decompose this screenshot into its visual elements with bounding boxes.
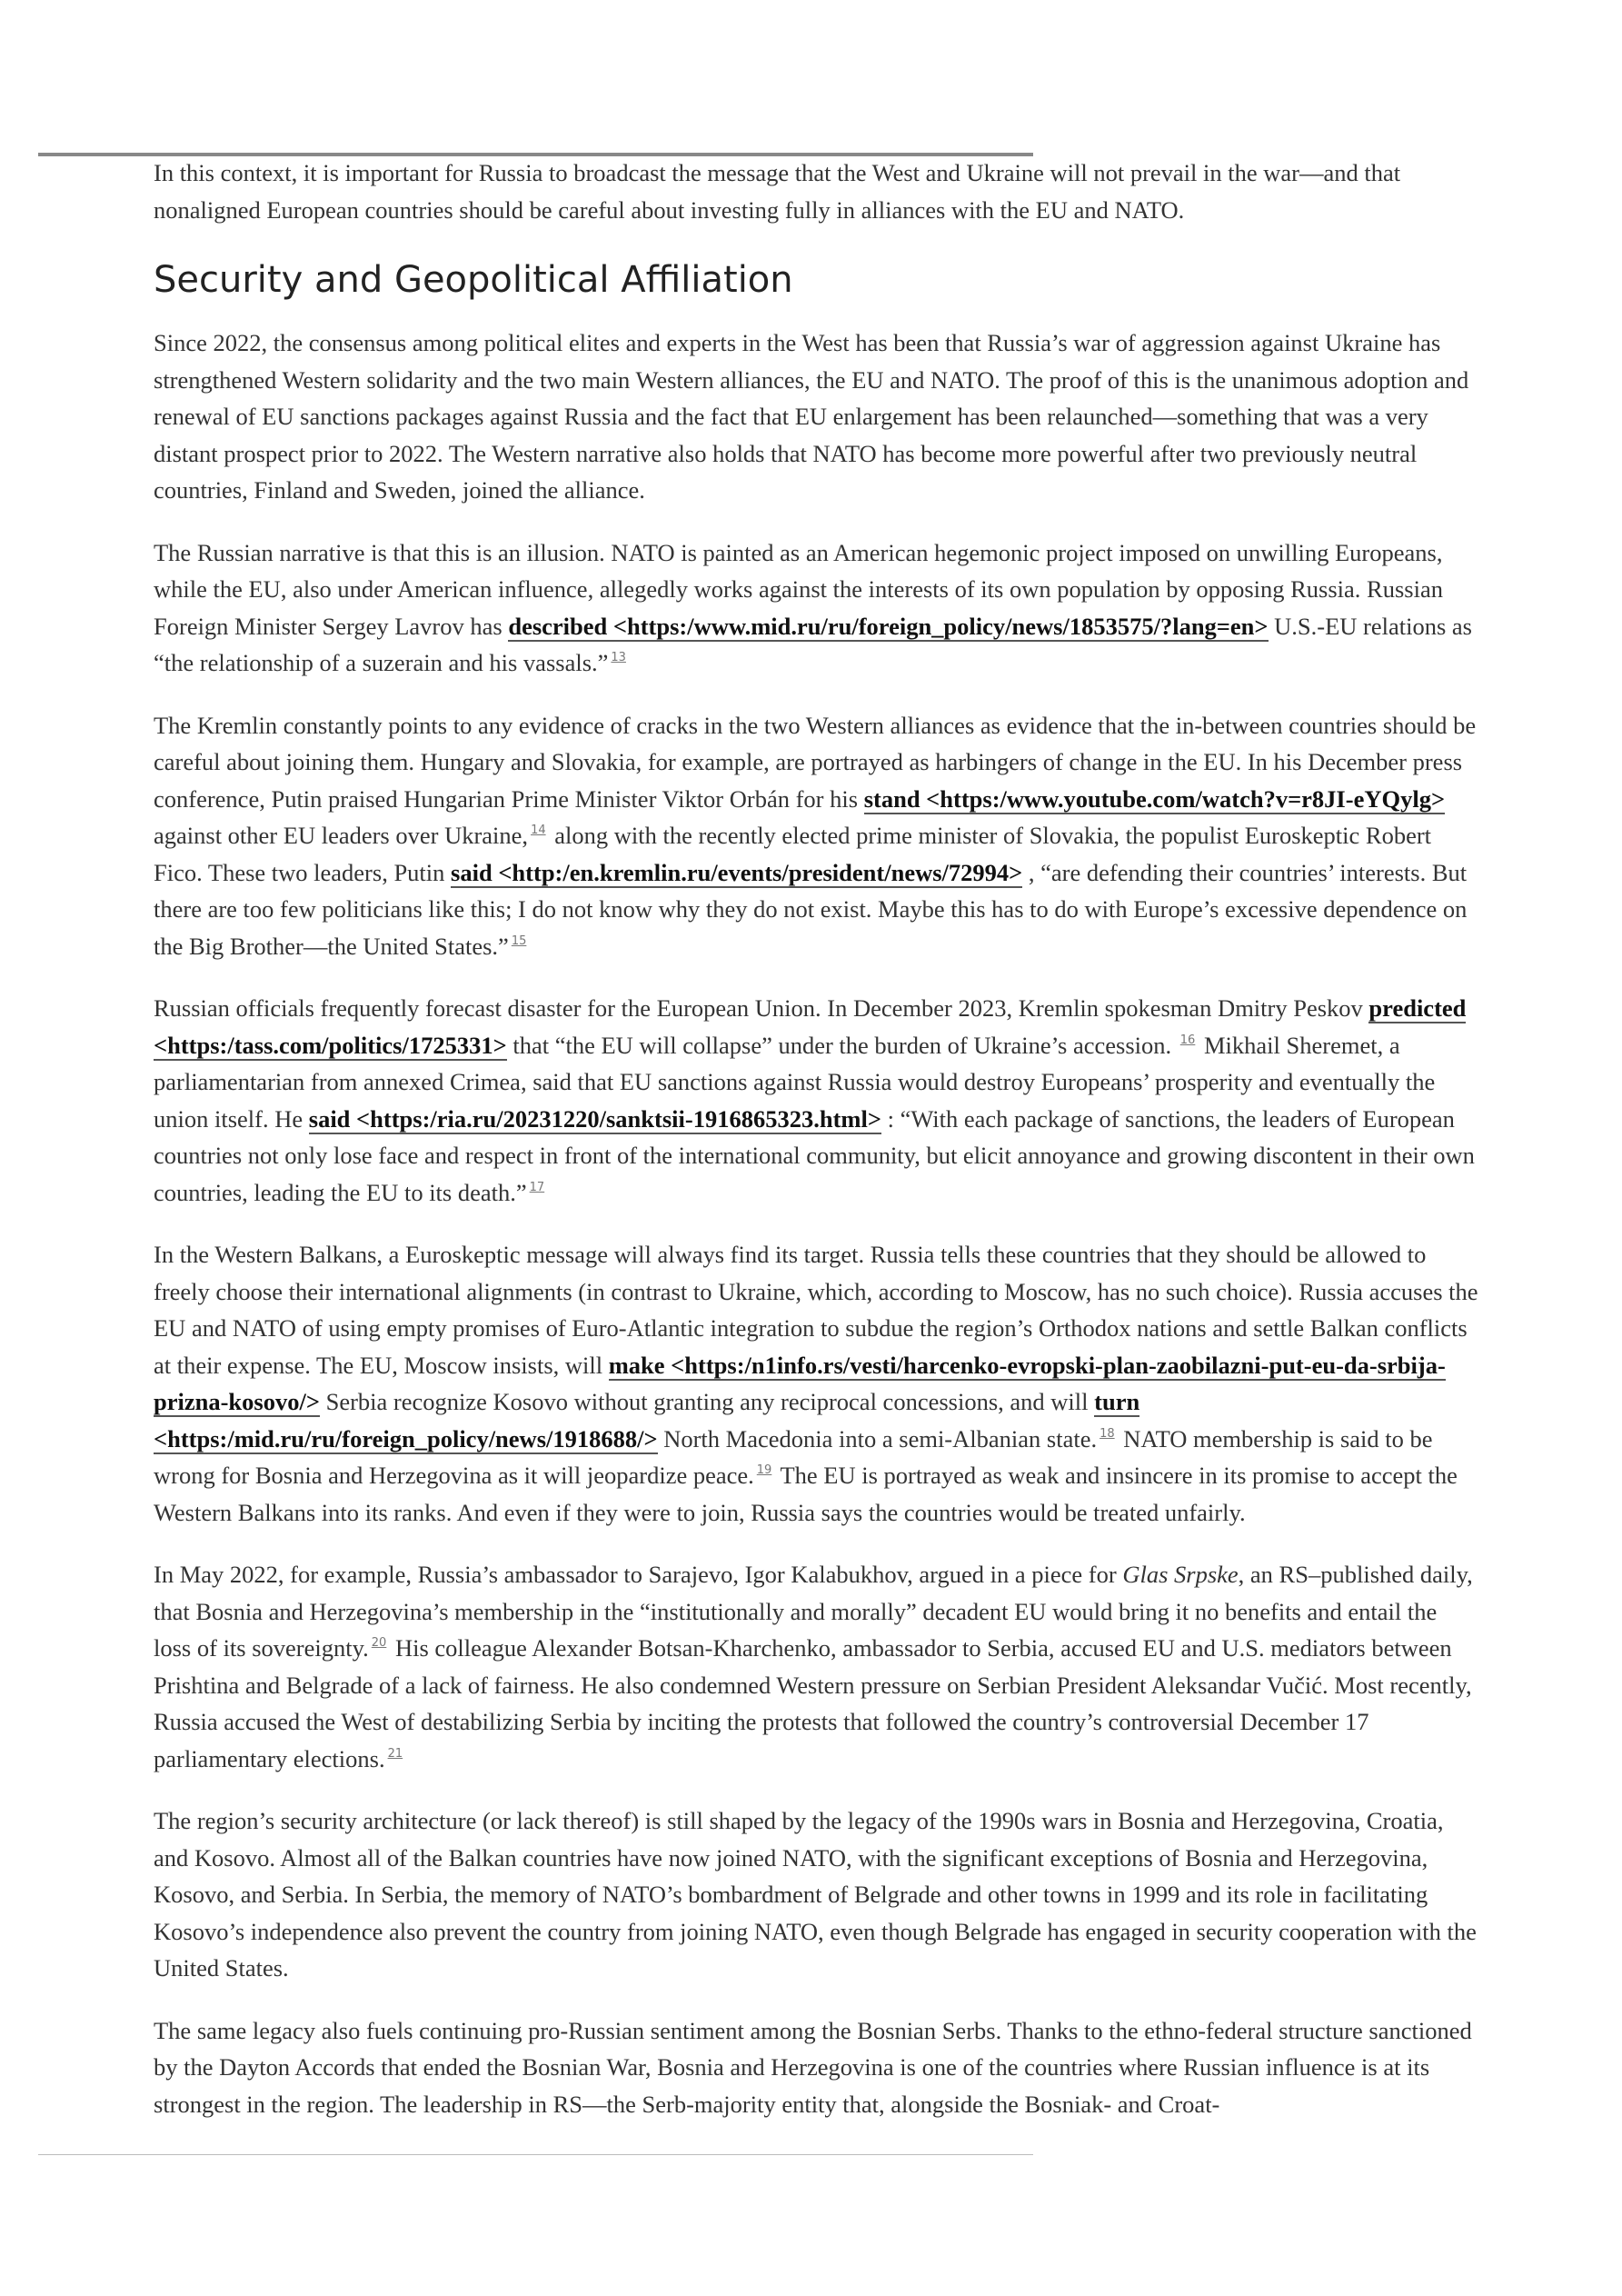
link-said-ria[interactable]: said <https:/ria.ru/20231220/sanktsii-1916865323.html>	[308, 1104, 881, 1133]
paragraph-ambassadors: In May 2022, for example, Russia’s ambassador to Sarajevo, Igor Kalabukhov, argued in a piece for Glas Srpske, an RS–published daily, that Bosnia and Herzegovina’s membership in the “institutionally and morally” decadent EU would bring it no benefits and entail the loss of its sovereignty. $^{20}$ His colleague Alexander Botsan-Kharchenko, ambassador to Serbia, accused EU and U.S. mediators between Prishtina and Belgrade of a lack of fairness. He also condemned Western pressure on Serbian President Aleksandar Vučić. Most recently, Russia accused the West of destabilizing Serbia by inciting the protests that followed the country’s controversial December 17 parliamentary elections. $^{21}$	[154, 1561, 1473, 1772]
paragraph-intro: In this context, it is important for Russia to broadcast the message that the West and Ukraine will not prevail in the war—and that nonaligned European countries should be careful about investing fully in alliances with the EU and NATO.	[154, 159, 1401, 224]
paragraph-kremlin-cracks: The Kremlin constantly points to any evidence of cracks in the two Western alliances as evidence that the in-between countries should be careful about joining them. Hungary and Slovakia, for example, are portrayed as harbingers of change in the EU. In his December press conference, Putin praised Hungarian Prime Minister Viktor Orbán for his stand <https:/www.youtube.com/watch?v=r8JI-eYQylg> against other EU leaders over Ukraine, $^{14}$ along with the recently elected prime minister of Slovakia, the populist Euroskeptic Robert Fico. These two leaders, Putin said <http:/en.kremlin.ru/events/president/news/72994> , “are defending their countries’ interests. But there are too few politicians like this; I do not know why they do not exist. Maybe this has to do with Europe’s excessive dependence on the Big Brother—the United States.” $^{15}$	[154, 711, 1477, 960]
publication-title: Glas Srpske	[1122, 1561, 1239, 1588]
footnote-20[interactable]: 20	[371, 1636, 387, 1650]
footnote-18[interactable]: 18	[1100, 1426, 1115, 1441]
link-stand[interactable]: stand <https:/www.youtube.com/watch?v=r8JI-eYQylg>	[863, 784, 1446, 813]
section-heading: Security and Geopolitical Affiliation	[154, 259, 793, 301]
footnote-14[interactable]: 14	[531, 824, 546, 837]
article-body	[154, 155, 1480, 2148]
paragraph-eu-disaster: Russian officials frequently forecast disaster for the European Union. In December 2023, Kremlin spokesman Dmitry Peskov predicted <https:/tass.com/politics/1725331> that “the EU will collapse” under the burden of Ukraine’s accession. $^{16}$ Mikhail Sheremet, a parliamentarian from annexed Crimea, said that EU sanctions against Russia would destroy Europeans’ prosperity and eventually the union itself. He said <https:/ria.ru/20231220/sanktsii-1916865323.html> : “With each package of sanctions, the leaders of European countries not only lose face and respect in front of the international community, but elicit annoyance and growing discontent in their own countries, leading the EU to its death.” $^{17}$	[154, 994, 1475, 1206]
footnote-21[interactable]: 21	[387, 1746, 403, 1761]
link-turn[interactable]: turn <https:/mid.ru/ru/foreign_policy/news/1918688/>	[154, 1388, 1140, 1452]
paragraph-bosnian-serbs: The same legacy also fuels continuing pro-Russian sentiment among the Bosnian Serbs. Thanks to the ethno-federal structure sanctioned by the Dayton Accords that ended the Bosnian War, Bosnia and Herzegovina is one of the countries where Russian influence is at its strongest in the region. The leadership in RS—the Serb-majority entity that, alongside the Bosniak- and Croat-	[154, 2016, 1472, 2118]
link-said-kremlin[interactable]: said <http:/en.kremlin.ru/events/president/news/72994>	[451, 858, 1023, 886]
footnote-15[interactable]: 15	[511, 933, 527, 948]
paragraph-western-balkans: In the Western Balkans, a Euroskeptic message will always find its target. Russia tells these countries that they should be allowed to freely choose their international alignments (in contrast to Ukraine, which, according to Moscow, has no such choice). Russia accuses the EU and NATO of using empty promises of Euro-Atlantic integration to subdue the region’s Orthodox nations and settle Balkan conflicts at their expense. The EU, Moscow insists, will make <https:/n1info.rs/vesti/harcenko-evropski-plan-zaobilazni-put-eu-da-srbija-prizna-kosovo/> Serbia recognize Kosovo without granting any reciprocal concessions, and will turn <https:/mid.ru/ru/foreign_policy/news/1918688/> North Macedonia into a semi-Albanian state. $^{18}$ NATO membership is said to be wrong for Bosnia and Herzegovina as it will jeopardize peace. $^{19}$ The EU is portrayed as weak and insincere in its promise to accept the Western Balkans into its ranks. And even if they were to join, Russia says the countries would be treated unfairly.	[154, 1241, 1478, 1526]
link-predicted[interactable]: predicted <https:/tass.com/politics/1725331>	[154, 994, 1467, 1059]
footnote-13[interactable]: 13	[611, 651, 626, 664]
footnote-19[interactable]: 19	[756, 1463, 772, 1477]
paragraph-russian-narrative: The Russian narrative is that this is an illusion. NATO is painted as an American hegemonic project imposed on unwilling Europeans, while the EU, also under American influence, allegedly works against the interests of its own population by opposing Russia. Russian Foreign Minister Sergey Lavrov has described <https:/www.mid.ru/ru/foreign_policy/news/1853575/?lang=en> U.S.-EU relations as “the relationship of a suzerain and his vassals.” $^{13}$	[154, 538, 1472, 676]
paragraph-security-architecture: The region’s security architecture (or lack thereof) is still shaped by the legacy of the 1990s wars in Bosnia and Herzegovina, Croatia, and Kosovo. Almost all of the Balkan countries have now joined NATO, with the significant exceptions of Bosnia and Herzegovina, Kosovo, and Serbia. In Serbia, the memory of NATO’s bombardment of Belgrade and other towns in 1999 and its role in facilitating Kosovo’s independence also prevent the country from joining NATO, even though Belgrade has engaged in security cooperation with the United States.	[154, 1807, 1477, 1982]
link-described[interactable]: described <https:/www.mid.ru/ru/foreign_policy/news/1853575/?lang=en>	[508, 612, 1269, 640]
paragraph-western-consensus: Since 2022, the consensus among political elites and experts in the West has been that Russia’s war of aggression against Ukraine has strengthened Western solidarity and the two main Western alliances, the EU and NATO. The proof of this is the unanimous adoption and renewal of EU sanctions packages against Russia and the fact that EU enlargement has been relaunched—something that was a very distant prospect prior to 2022. The Western narrative also holds that NATO has become more powerful after two previously neutral countries, Finland and Sweden, joined the alliance.	[154, 329, 1469, 504]
footnote-17[interactable]: 17	[529, 1180, 545, 1194]
bottom-divider	[38, 2154, 1033, 2155]
link-make[interactable]: make <https:/n1info.rs/vesti/harcenko-evropski-plan-zaobilazni-put-eu-da-srbija-prizna-kosovo/>	[154, 1351, 1446, 1415]
footnote-16[interactable]: 16	[1179, 1033, 1196, 1047]
